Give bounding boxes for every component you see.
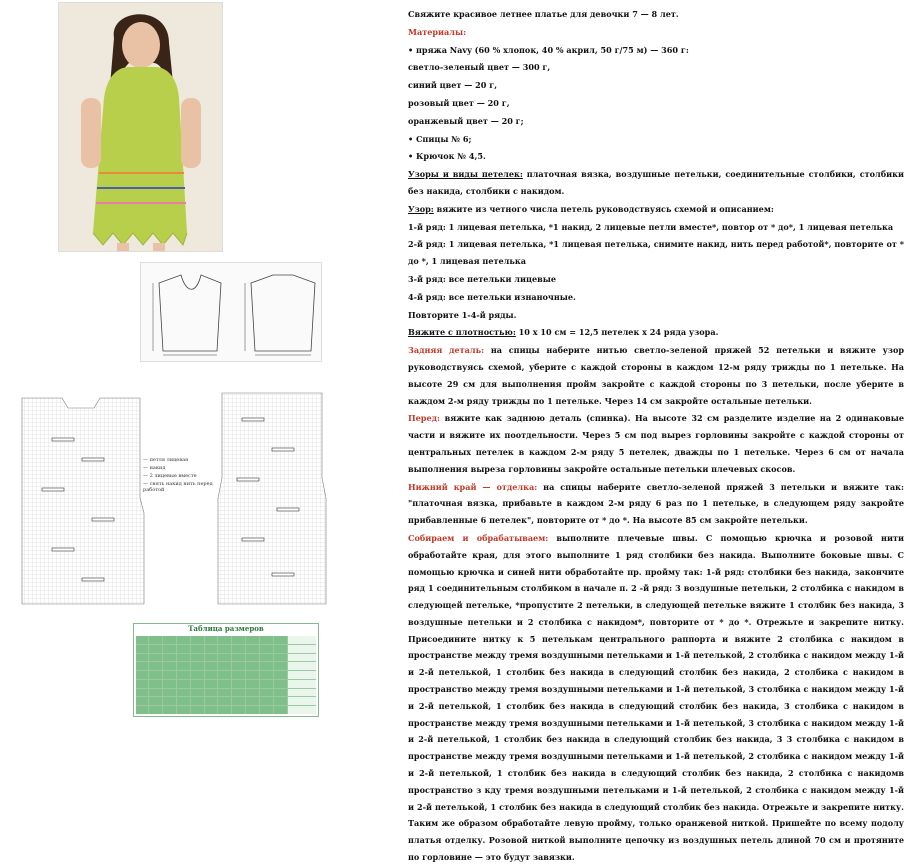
assembly-text: выполните плечевые швы. С помощью крючка и розовой нити обработайте края, для этого выполните 1 ряд столбики без накида. Выполните боковые швы. С помощью крючка и синей нити обработайте пр. пройму так: 1-й ряд: столбики без накида, закончите ряд 1 соединительным столбиком в начале п. 2 -й ряд: 3 воздушные петельки, 2 столбика с накидом в следующей петельке, *пропустите 2 петельки, в следующей петельке вяжите 1 столбик без накида, 3 воздушные петельки и 2 столбика с накидом*, повторите от * до *. Отрежьте и закрепите нитку. Присоедините нитку к 5 петелькам центрального раппорта и вяжите 2 столбика с накидом в пространстве между тремя воздушными петельками и 1-й петелькой, 2 столбика с накидом между 1-й и 2-й петелькой, 1 столбик без накида в следующий столбик без накида, 2 столбика с накидом в пространство между тремя воздушными петельками и 1-й петелькой, 3 столбика с накидом между 1-й и 2-й петелькой, 1 столбик без накида в следующий столбик без накида, 3 столбика с накидом в пространстве между тремя воздушными петельками и 1-й петелькой, 3 столбика с накидом между 1-й и 2-й петелькой, 1 столбик без накида в следующий столбик без накида, 3 3 столбика с накидом в пространстве между тремя воздушными петельками и 1-й петелькой, 2 столбика с накидом между 1-й и 2-й петелькой, 1 столбик без накида в следующий столбик без накида, 2 столбика с накидомв пространство з кду тремя воздушными петельками и 1-й петелькой, 2 столбика с накидом между 1-й и 2-й петелькой, 1 столбик без накида в следующий столбик без накида. Отрежьте и закрепите нитку. Таким же образом обработайте левую пройму, только оранжевой ниткой. Пришейте по всему подолу платья отделку. Розовой ниткой выполните цепочку из воздушных петель длиной 70 см и протяните по горловине — это будут завязки. <box>408 532 904 863</box>
size-table-cell <box>274 697 287 705</box>
size-table-cell <box>191 671 204 679</box>
size-table-cell <box>246 654 259 662</box>
size-table-cell <box>163 680 176 688</box>
size-table-cell <box>177 680 190 688</box>
size-table-cell <box>288 706 316 714</box>
size-table-cell <box>177 706 190 714</box>
size-table-cell <box>274 654 287 662</box>
patterns-label: Узоры и виды петелек: <box>408 169 523 180</box>
back-knitting-chart <box>212 378 332 614</box>
chart-legend <box>143 455 213 495</box>
material-item: • пряжа Navy (60 % хлопок, 40 % акрил, 50 г/75 м) — 360 г: <box>408 44 689 55</box>
size-table-cell <box>218 689 231 697</box>
size-table-cell <box>191 645 204 653</box>
size-table-cell <box>260 662 273 670</box>
edge-paragraph <box>408 479 904 529</box>
size-table-cell <box>246 645 259 653</box>
uzor-label: Узор: <box>408 203 434 214</box>
size-table-cell <box>205 671 218 679</box>
size-table-cell <box>163 671 176 679</box>
size-table-cell <box>218 671 231 679</box>
size-table-cell <box>246 689 259 697</box>
size-table-cell <box>218 645 231 653</box>
size-table <box>133 623 319 717</box>
size-table-cell <box>288 654 316 662</box>
size-table-cell <box>246 662 259 670</box>
size-table-cell <box>246 680 259 688</box>
intro: Свяжите красивое летнее платье для девочки 7 — 8 лет. <box>408 9 679 19</box>
size-table-cell <box>163 645 176 653</box>
size-table-grid <box>136 636 316 714</box>
front-paragraph <box>408 410 904 477</box>
size-table-cell <box>177 662 190 670</box>
size-table-cell <box>136 689 148 697</box>
size-table-cell <box>232 689 245 697</box>
size-table-cell <box>246 706 259 714</box>
size-table-cell <box>136 671 148 679</box>
material-item: синий цвет — 20 г, <box>408 80 498 91</box>
material-item: • Спицы № 6; <box>408 133 472 144</box>
size-table-cell <box>191 654 204 662</box>
material-item: оранжевый цвет — 20 г; <box>408 115 524 126</box>
size-table-cell <box>260 645 273 653</box>
size-table-cell <box>191 636 204 644</box>
front-label: Перед: <box>408 413 440 424</box>
size-table-cell <box>218 680 231 688</box>
row-2: 2-й ряд: 1 лицевая петелька, *1 лицевая петелька, снимите накид, нить перед работой*, повторите от * до *, 1 лицевая петелька <box>408 239 904 267</box>
edge-text: на спицы наберите светло-зеленой пряжей 3 петельки и вяжите так: "платочная вязка, прибавьте в каждом 2-м ряду 6 раз по 1 петельке, в следующем ряду закройте прибавленные 6 петелек", повторите от * до *. На высоте 85 см закройте петельки. <box>408 481 904 526</box>
size-table-cell <box>232 636 245 644</box>
size-table-cell <box>232 654 245 662</box>
size-table-cell <box>163 706 176 714</box>
size-table-cell <box>260 680 273 688</box>
size-table-cell <box>191 697 204 705</box>
article-text <box>408 6 904 867</box>
uzor-text: вяжите из четного числа петель руководствуясь схемой и описанием: <box>433 203 774 214</box>
size-table-cell <box>288 671 316 679</box>
size-table-cell <box>274 680 287 688</box>
size-table-cell <box>163 654 176 662</box>
size-table-cell <box>288 697 316 705</box>
size-table-cell <box>205 706 218 714</box>
patterns-paragraph <box>408 166 904 200</box>
row-3: 3-й ряд: все петельки лицевые <box>408 273 556 284</box>
density-label: Вяжите с плотностью: <box>408 327 516 338</box>
illustrations-column <box>0 0 395 720</box>
size-table-cell <box>205 662 218 670</box>
size-table-cell <box>246 697 259 705</box>
material-item: светло-зеленый цвет — 300 г, <box>408 62 551 73</box>
row-repeat: Повторите 1-4-й ряды. <box>408 309 517 320</box>
size-table-cell <box>218 636 231 644</box>
size-table-cell <box>260 636 273 644</box>
size-table-cell <box>177 697 190 705</box>
size-table-cell <box>177 636 190 644</box>
edge-label: Нижний край — отделка: <box>408 481 538 492</box>
density-paragraph <box>408 324 904 341</box>
size-table-cell <box>232 697 245 705</box>
size-table-cell <box>232 645 245 653</box>
size-table-cell <box>149 636 162 644</box>
size-table-cell <box>149 645 162 653</box>
size-table-cell <box>136 636 148 644</box>
size-table-cell <box>260 697 273 705</box>
pattern-outline-schema <box>140 262 322 362</box>
size-table-cell <box>163 636 176 644</box>
size-table-cell <box>246 636 259 644</box>
back-label: Задняя деталь: <box>408 345 485 356</box>
size-table-cell <box>136 706 148 714</box>
size-table-cell <box>149 697 162 705</box>
size-table-cell <box>191 689 204 697</box>
size-table-cell <box>149 654 162 662</box>
size-table-cell <box>274 645 287 653</box>
assembly-paragraph <box>408 530 904 866</box>
legend-item-3: — 2 лицевые вместе <box>143 473 197 479</box>
size-table-cell <box>218 654 231 662</box>
row-4: 4-й ряд: все петельки изнаночные. <box>408 291 576 302</box>
size-table-cell <box>274 671 287 679</box>
uzor-paragraph <box>408 201 904 218</box>
size-table-cell <box>288 680 316 688</box>
size-table-cell <box>163 697 176 705</box>
size-table-cell <box>232 662 245 670</box>
size-table-cell <box>136 645 148 653</box>
size-table-cell <box>205 697 218 705</box>
size-table-cell <box>163 689 176 697</box>
size-table-cell <box>232 706 245 714</box>
size-table-cell <box>288 662 316 670</box>
front-text: вяжите как заднюю деталь (спинка). На высоте 32 см разделите изделие на 2 одинаковые части и вяжите их поотдельности. Через 5 см под вырез горловины закройте с каждой стороны от центральных петелек в каждом 2-м ряду 5 петелек, дважды по 1 петельке. Через 6 см от начала выполнения выреза горловины закройте остальные петельки плечевых скосов. <box>408 413 904 474</box>
size-table-cell <box>136 680 148 688</box>
size-table-cell <box>218 706 231 714</box>
size-table-cell <box>191 706 204 714</box>
size-table-cell <box>149 662 162 670</box>
size-table-cell <box>136 654 148 662</box>
size-table-cell <box>288 636 316 644</box>
size-table-cell <box>177 689 190 697</box>
size-table-cell <box>246 671 259 679</box>
size-table-cell <box>260 706 273 714</box>
materials-heading: Материалы: <box>408 26 467 37</box>
size-table-cell <box>149 706 162 714</box>
size-table-cell <box>218 697 231 705</box>
size-table-cell <box>232 680 245 688</box>
size-table-cell <box>205 645 218 653</box>
patterns-text: платочная вязка, воздушные петельки, соединительные столбики, столбики без накида, столбики с накидом. <box>408 169 904 196</box>
size-table-cell <box>177 654 190 662</box>
size-table-cell <box>205 680 218 688</box>
size-table-cell <box>205 689 218 697</box>
dress-photo <box>58 2 223 252</box>
size-table-cell <box>205 654 218 662</box>
legend-item-1: — петля лицевая <box>143 457 189 463</box>
size-table-cell <box>191 680 204 688</box>
size-table-cell <box>163 662 176 670</box>
size-table-cell <box>288 689 316 697</box>
size-table-cell <box>218 662 231 670</box>
legend-item-4: — снять накид нить перед работой <box>143 481 213 493</box>
legend-item-2: — накид <box>143 465 166 471</box>
size-table-cell <box>149 671 162 679</box>
material-item: • Крючок № 4,5. <box>408 151 486 162</box>
size-table-title: Таблица размеров <box>188 624 264 633</box>
size-table-cell <box>149 680 162 688</box>
back-paragraph <box>408 342 904 409</box>
row-1: 1-й ряд: 1 лицевая петелька, *1 накид, 2 лицевые петли вместе*, повтор от * до*, 1 лицевая петелька <box>408 221 894 232</box>
size-table-cell <box>274 636 287 644</box>
girl-in-dress-image <box>59 3 222 251</box>
size-table-cell <box>177 671 190 679</box>
size-table-cell <box>191 662 204 670</box>
back-text: на спицы наберите нитью светло-зеленой пряжей 52 петельки и вяжите узор руководствуясь схемой, уберите с каждой стороны в каждом 12-м ряду трижды по 1 петельке. На высоте 29 см для выполнения пройм закройте с каждой стороны по 3 петельки, после уберите в каждом 2-м ряду трижды по 1 петельке. Через 14 см закройте остальные петельки. <box>408 345 905 406</box>
size-table-cell <box>177 645 190 653</box>
density-text: 10 х 10 см = 12,5 петелек х 24 ряда узора. <box>515 327 719 338</box>
size-table-cell <box>136 697 148 705</box>
size-table-cell <box>274 706 287 714</box>
size-table-cell <box>149 689 162 697</box>
front-knitting-chart <box>12 378 162 614</box>
size-table-cell <box>274 662 287 670</box>
size-table-cell <box>136 662 148 670</box>
size-table-cell <box>260 689 273 697</box>
size-table-cell <box>205 636 218 644</box>
size-table-cell <box>288 645 316 653</box>
size-table-cell <box>274 689 287 697</box>
assembly-label: Собираем и обрабатываем: <box>408 532 549 543</box>
size-table-cell <box>232 671 245 679</box>
size-table-cell <box>260 671 273 679</box>
material-item: розовый цвет — 20 г, <box>408 97 510 108</box>
size-table-cell <box>260 654 273 662</box>
